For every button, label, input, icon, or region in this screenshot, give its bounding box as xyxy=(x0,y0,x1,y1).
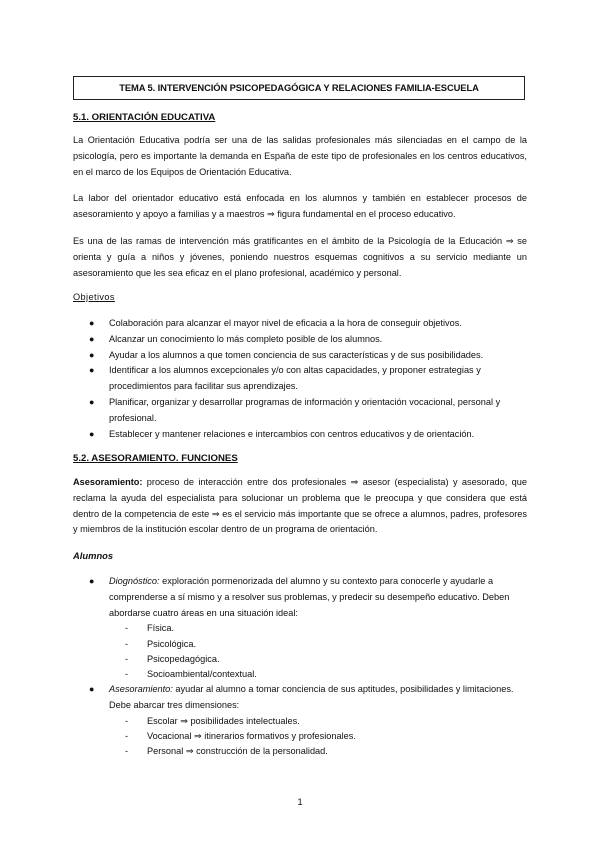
list-item: ● Identificar a los alumnos excepcionales y/o con altas capacidades, y proponer estrategias y procedimientos para facilitar sus aprendizajes. xyxy=(89,365,481,392)
bullet-icon: ● xyxy=(89,333,95,344)
asesoramiento-term: Asesoramiento: xyxy=(109,684,173,695)
section-heading-asesoramiento: 5.2. ASESORAMIENTO. FUNCIONES xyxy=(73,453,238,464)
list-item: - Psicopedagógica. xyxy=(125,653,220,664)
bullet-icon: ● xyxy=(89,365,95,376)
bullet-icon: ● xyxy=(89,428,95,439)
list-item: - Escolar ⇒ posibilidades intelectuales. xyxy=(125,715,300,726)
list-item-diagnostico xyxy=(73,574,527,682)
asesoramiento-dimensions-list xyxy=(109,714,527,760)
objectives-list xyxy=(73,316,527,442)
diagnostico-text: exploración pormenorizada del alumno y su contexto para conocerle y ayudarle a comprenderse a sí mismo y a resolver sus problemas, y predecir su desempeño educativo. Deben abordarse cuatro áreas en una situación ideal: xyxy=(109,576,510,618)
objectives-heading: Objetivos xyxy=(73,292,115,302)
list-item: - Personal ⇒ construcción de la personalidad. xyxy=(125,746,328,757)
definition-text: proceso de interacción entre dos profesionales ⇒ asesor (especialista) y asesorado, que reclama la ayuda del especialista para solucionar un problema que le preocupa y que considera que está dentro de la competencia de este ⇒ es el servicio más importante que se ofrece a alumnos, padres, profesores y miembros de la institución escolar dentro de un programa de orientación. xyxy=(73,477,527,535)
list-item: - Física. xyxy=(125,623,175,634)
page-number: 1 xyxy=(297,797,303,807)
paragraph-1: La Orientación Educativa podría ser una de las salidas profesionales más silenciadas en el campo de la psicología, pero es importante la demanda en España de este tipo de profesionales en los centros educativos, en el marco de los Equipos de Orientación Educativa. xyxy=(73,135,527,177)
bullet-icon: ● xyxy=(89,684,95,695)
list-item: ● Colaboración para alcanzar el mayor nivel de eficacia a la hora de conseguir objetivos. xyxy=(73,316,527,332)
list-item: ● Ayudar a los alumnos a que tomen conciencia de sus características y de sus posibilidades. xyxy=(73,348,527,364)
asesoramiento-text: ayudar al alumno a tomar conciencia de sus aptitudes, posibilidades y limitaciones. Debe abarcar tres dimensiones: xyxy=(109,684,514,710)
list-item-asesoramiento xyxy=(73,682,527,759)
list-item: ● Planificar, organizar y desarrollar programas de información y orientación vocacional, personal y profesional. xyxy=(89,396,501,423)
asesoramiento-definition xyxy=(73,475,527,538)
bullet-icon: ● xyxy=(89,576,95,586)
list-item: - Vocacional ⇒ itinerarios formativos y profesionales. xyxy=(125,731,356,741)
alumnos-heading: Alumnos xyxy=(73,550,114,561)
bullet-icon: ● xyxy=(89,318,95,328)
definition-term: Asesoramiento: xyxy=(73,477,143,487)
diagnostico-areas-list xyxy=(109,621,527,682)
paragraph-2: La labor del orientador educativo está enfocada en los alumnos y también en establecer procesos de asesoramiento y apoyo a familias y a maestros ⇒ figura fundamental en el proceso educativo. xyxy=(73,193,527,219)
list-item: - Socioambiental/contextual. xyxy=(125,669,257,679)
list-item: ● Establecer y mantener relaciones e intercambios con centros educativos y de orientación. xyxy=(73,427,527,443)
diagnostico-term: Diognóstico: xyxy=(109,576,160,586)
bullet-icon: ● xyxy=(89,396,95,407)
section-heading-orientacion: 5.1. ORIENTACIÓN EDUCATIVA xyxy=(73,112,216,123)
list-item: - Psicológica. xyxy=(125,638,197,649)
document-title: TEMA 5. INTERVENCIÓN PSICOPEDAGÓGICA Y RELACIONES FAMILIA-ESCUELA xyxy=(73,76,525,100)
list-item: ● Alcanzar un conocimiento lo más completo posible de los alumnos. xyxy=(73,332,527,348)
paragraph-3: Es una de las ramas de intervención más gratificantes en el ámbito de la Psicología de la Educación ⇒ se orienta y guía a niños y jóvenes, poniendo nuestros esquemas cognitivos a su servicio mediante un asesoramiento que les sea eficaz en el plano profesional, académico y personal. xyxy=(73,236,527,278)
alumnos-list xyxy=(73,574,527,759)
bullet-icon: ● xyxy=(89,349,95,360)
